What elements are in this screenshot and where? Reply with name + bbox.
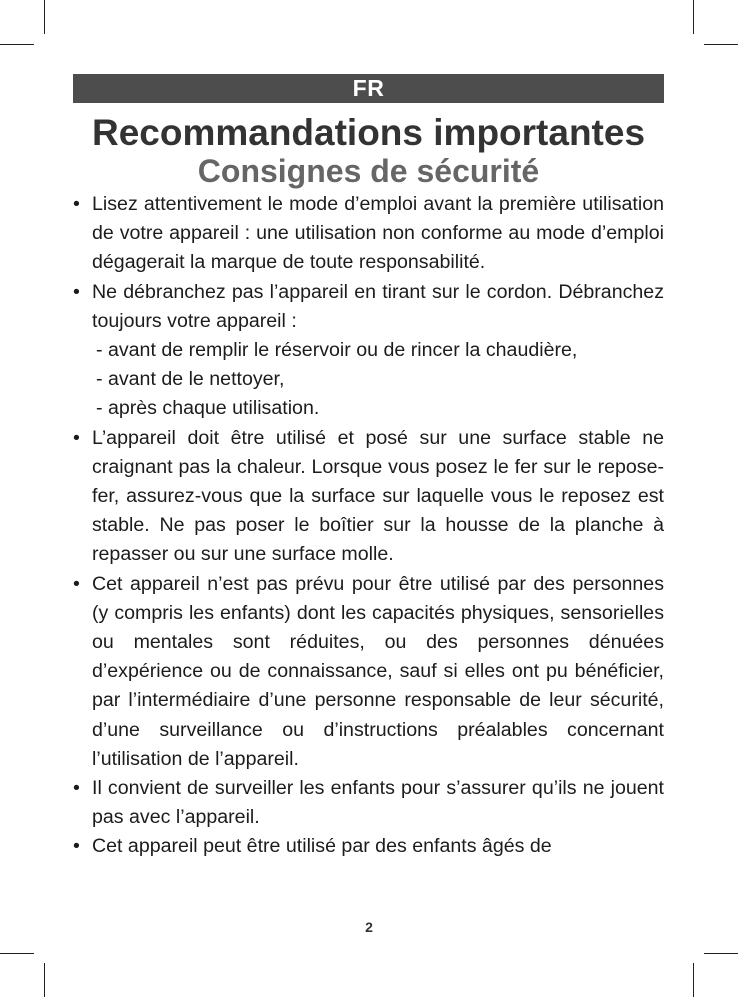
bullet-icon: • bbox=[73, 835, 80, 858]
page-title: Recommandations importantes bbox=[91, 112, 646, 153]
language-label: FR bbox=[352, 75, 385, 101]
list-item bbox=[73, 774, 664, 832]
list-item-text: Ne débranchez pas l’appareil en tirant sur le cordon. Débranchez toujours votre appareil : bbox=[92, 280, 664, 332]
page-number: 2 bbox=[365, 919, 373, 935]
crop-mark-bottom-left-v bbox=[44, 963, 45, 997]
list-item bbox=[73, 278, 664, 424]
language-bar bbox=[73, 74, 664, 103]
page-subtitle: Consignes de sécurité bbox=[197, 153, 540, 189]
bullet-icon: • bbox=[73, 280, 80, 303]
list-item bbox=[73, 832, 664, 861]
crop-mark-bottom-left-h bbox=[0, 953, 34, 954]
crop-mark-top-left-v bbox=[44, 0, 45, 34]
list-item-text: L’appareil doit être utilisé et posé sur une surface stable ne craignant pas la chaleur. Lorsque vous posez le fer sur le repose-fer, assurez-vous que la surface sur laquelle vous le reposez est stable. Ne pas poser le boîtier sur la housse de la planche à repasser ou sur une surface molle. bbox=[92, 426, 664, 566]
crop-mark-bottom-right-v bbox=[693, 963, 694, 997]
sub-list-item: - avant de remplir le réservoir ou de rincer la chaudière, bbox=[96, 339, 578, 362]
crop-mark-top-right-h bbox=[704, 44, 738, 45]
sub-list-item: - avant de le nettoyer, bbox=[96, 368, 285, 391]
list-item-text: Cet appareil peut être utilisé par des enfants âgés de bbox=[92, 835, 552, 858]
bullet-icon: • bbox=[73, 572, 80, 595]
list-item bbox=[73, 424, 664, 570]
crop-mark-top-left-h bbox=[0, 44, 34, 45]
bullet-icon: • bbox=[73, 193, 80, 215]
sub-list-item: - après chaque utilisation. bbox=[96, 397, 320, 420]
list-item-text: Il convient de surveiller les enfants pour s’assurer qu’ils ne jouent pas avec l’appareil. bbox=[92, 777, 664, 829]
crop-mark-bottom-right-h bbox=[704, 953, 738, 954]
list-item-text: Lisez attentivement le mode d’emploi avant la première utilisation de votre appareil : une utilisation non conforme au mode d’emploi dégagerait la marque de toute responsabilité. bbox=[92, 193, 664, 274]
safety-instructions bbox=[73, 190, 664, 862]
list-item bbox=[73, 190, 664, 278]
list-item bbox=[73, 570, 664, 774]
bullet-icon: • bbox=[73, 777, 80, 800]
crop-mark-top-right-v bbox=[693, 0, 694, 34]
bullet-icon: • bbox=[73, 426, 80, 449]
list-item-text: Cet appareil n’est pas prévu pour être utilisé par des personnes (y compris les enfants) dont les capacités physiques, sensorielles ou mentales sont réduites, ou des personnes dénuées d’expérience ou de connaissance, sauf si elles ont pu bénéficier, par l’intermédiaire d’une personne responsable de leur sécurité, d’une surveillance ou d’instructions préalables concernant l’utilisation de l’appareil. bbox=[92, 572, 664, 770]
